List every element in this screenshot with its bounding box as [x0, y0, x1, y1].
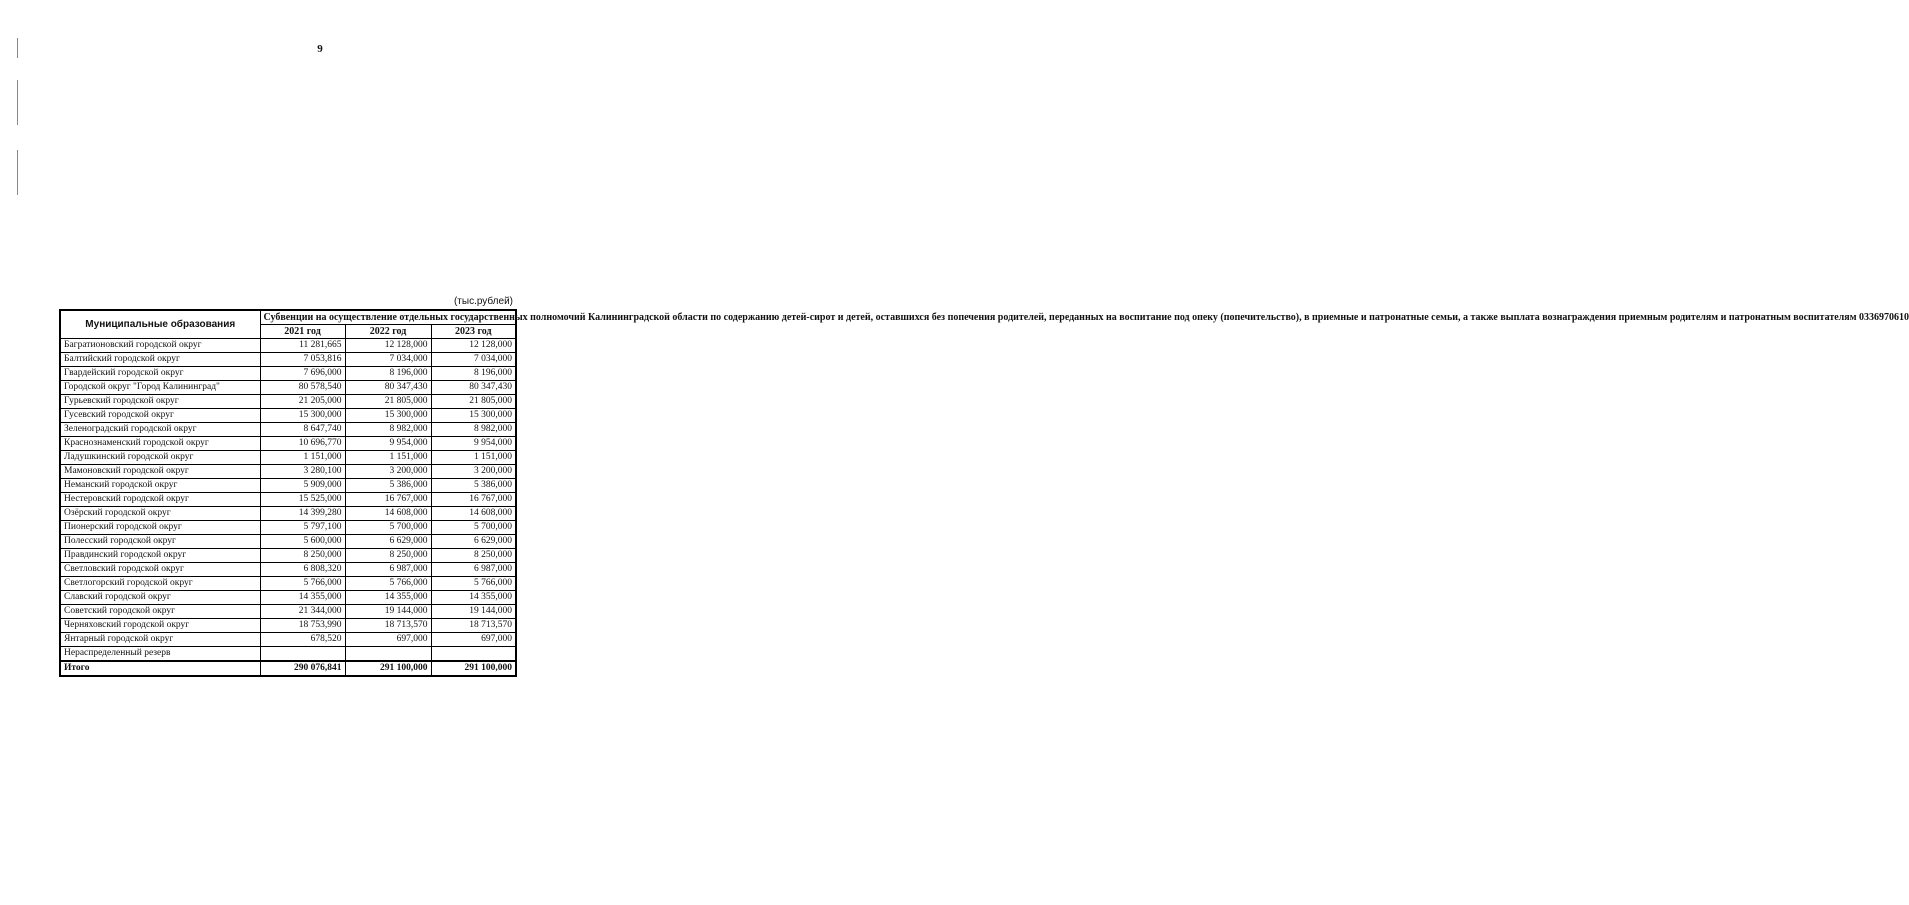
municipality-name: Зеленоградский городской округ — [60, 423, 260, 437]
value-2021: 8 647,740 — [260, 423, 345, 437]
value-2023: 5 700,000 — [431, 521, 516, 535]
table-row — [60, 521, 516, 535]
value-2021: 3 280,100 — [260, 465, 345, 479]
table-row — [60, 493, 516, 507]
table-row — [60, 563, 516, 577]
table-row — [60, 577, 516, 591]
table-row — [60, 437, 516, 451]
value-2022: 5 766,000 — [345, 577, 431, 591]
value-2022: 8 196,000 — [345, 367, 431, 381]
municipality-name: Багратионовский городской округ — [60, 339, 260, 353]
value-2023: 14 355,000 — [431, 591, 516, 605]
margin-mark — [17, 80, 18, 125]
value-2023: 1 151,000 — [431, 451, 516, 465]
municipality-name: Советский городской округ — [60, 605, 260, 619]
table-body — [60, 339, 516, 662]
value-2022: 1 151,000 — [345, 451, 431, 465]
value-2022: 18 713,570 — [345, 619, 431, 633]
table-row — [60, 605, 516, 619]
value-2021: 21 205,000 — [260, 395, 345, 409]
table-row — [60, 507, 516, 521]
value-2023: 3 200,000 — [431, 465, 516, 479]
subvention-table — [59, 309, 1909, 677]
municipality-name: Нераспределенный резерв — [60, 647, 260, 662]
year-header: 2021 год — [260, 325, 345, 339]
value-2021: 1 151,000 — [260, 451, 345, 465]
value-2021: 10 696,770 — [260, 437, 345, 451]
value-2023: 16 767,000 — [431, 493, 516, 507]
value-2022: 15 300,000 — [345, 409, 431, 423]
column-header-municipal: Муниципальные образования — [60, 310, 260, 339]
value-2022: 8 982,000 — [345, 423, 431, 437]
year-header: 2023 год — [431, 325, 516, 339]
value-2023: 6 629,000 — [431, 535, 516, 549]
value-2021: 14 355,000 — [260, 591, 345, 605]
value-2022: 14 608,000 — [345, 507, 431, 521]
value-2021: 21 344,000 — [260, 605, 345, 619]
value-2023: 14 608,000 — [431, 507, 516, 521]
value-2023: 80 347,430 — [431, 381, 516, 395]
total-2021: 290 076,841 — [260, 661, 345, 676]
column-header-subvention: Субвенции на осуществление отдельных государственных полномочий Калининградской области по содержанию детей-сирот и детей, оставшихся без попечения родителей, переданных на воспитание под опеку (попечительство), в приемные и патронатные семьи, а также выплата вознаграждения приемным родителям и патронатным воспитателям 0336970610 — [260, 310, 516, 325]
table-row — [60, 647, 516, 662]
total-2023: 291 100,000 — [431, 661, 516, 676]
value-2021: 14 399,280 — [260, 507, 345, 521]
municipality-name: Городской округ "Город Калининград" — [60, 381, 260, 395]
value-2023: 18 713,570 — [431, 619, 516, 633]
value-2021: 5 766,000 — [260, 577, 345, 591]
value-2021: 678,520 — [260, 633, 345, 647]
municipality-name: Светловский городской округ — [60, 563, 260, 577]
value-2021: 5 600,000 — [260, 535, 345, 549]
table-row — [60, 423, 516, 437]
municipality-name: Гвардейский городской округ — [60, 367, 260, 381]
value-2021: 5 797,100 — [260, 521, 345, 535]
value-2023: 697,000 — [431, 633, 516, 647]
table-row — [60, 451, 516, 465]
value-2023: 8 196,000 — [431, 367, 516, 381]
table-row — [60, 535, 516, 549]
value-2022: 19 144,000 — [345, 605, 431, 619]
municipality-name: Мамоновский городской округ — [60, 465, 260, 479]
municipality-name: Ладушкинский городской округ — [60, 451, 260, 465]
value-2022: 6 629,000 — [345, 535, 431, 549]
table-row — [60, 367, 516, 381]
value-2022: 21 805,000 — [345, 395, 431, 409]
value-2022: 5 700,000 — [345, 521, 431, 535]
total-row — [60, 661, 516, 676]
value-2022: 5 386,000 — [345, 479, 431, 493]
margin-mark — [17, 150, 18, 195]
table-row — [60, 479, 516, 493]
municipality-name: Гусевский городской округ — [60, 409, 260, 423]
year-header: 2022 год — [345, 325, 431, 339]
value-2021: 5 909,000 — [260, 479, 345, 493]
table-row — [60, 409, 516, 423]
value-2021: 7 053,816 — [260, 353, 345, 367]
value-2022: 16 767,000 — [345, 493, 431, 507]
municipality-name: Светлогорский городской округ — [60, 577, 260, 591]
value-2021: 18 753,990 — [260, 619, 345, 633]
municipality-name: Гурьевский городской округ — [60, 395, 260, 409]
municipality-name: Правдинский городской округ — [60, 549, 260, 563]
municipality-name: Черняховский городской округ — [60, 619, 260, 633]
municipality-name: Краснознаменский городской округ — [60, 437, 260, 451]
total-label: Итого — [60, 661, 260, 676]
value-2022: 14 355,000 — [345, 591, 431, 605]
table-row — [60, 381, 516, 395]
municipality-name: Неманский городской округ — [60, 479, 260, 493]
value-2021: 8 250,000 — [260, 549, 345, 563]
value-2021: 15 525,000 — [260, 493, 345, 507]
value-2022: 80 347,430 — [345, 381, 431, 395]
municipality-name: Полесский городской округ — [60, 535, 260, 549]
value-2022: 9 954,000 — [345, 437, 431, 451]
total-2022: 291 100,000 — [345, 661, 431, 676]
table-row — [60, 339, 516, 353]
value-2022: 12 128,000 — [345, 339, 431, 353]
table-row — [60, 353, 516, 367]
value-2023: 19 144,000 — [431, 605, 516, 619]
value-2022: 697,000 — [345, 633, 431, 647]
value-2023: 5 766,000 — [431, 577, 516, 591]
value-2021: 6 808,320 — [260, 563, 345, 577]
value-2022 — [345, 647, 431, 662]
value-2023: 8 250,000 — [431, 549, 516, 563]
table-row — [60, 549, 516, 563]
value-2021 — [260, 647, 345, 662]
value-2021: 11 281,665 — [260, 339, 345, 353]
units-label: (тыс.рублей) — [453, 296, 513, 307]
value-2023: 12 128,000 — [431, 339, 516, 353]
value-2023: 5 386,000 — [431, 479, 516, 493]
value-2023: 7 034,000 — [431, 353, 516, 367]
table-row — [60, 633, 516, 647]
value-2023: 6 987,000 — [431, 563, 516, 577]
value-2023: 15 300,000 — [431, 409, 516, 423]
municipality-name: Озёрский городской округ — [60, 507, 260, 521]
value-2023: 9 954,000 — [431, 437, 516, 451]
value-2022: 6 987,000 — [345, 563, 431, 577]
value-2021: 15 300,000 — [260, 409, 345, 423]
value-2023 — [431, 647, 516, 662]
table-row — [60, 395, 516, 409]
value-2023: 21 805,000 — [431, 395, 516, 409]
table-row — [60, 465, 516, 479]
value-2021: 7 696,000 — [260, 367, 345, 381]
municipality-name: Пионерский городской округ — [60, 521, 260, 535]
municipality-name: Янтарный городской округ — [60, 633, 260, 647]
value-2021: 80 578,540 — [260, 381, 345, 395]
municipality-name: Балтийский городской округ — [60, 353, 260, 367]
value-2022: 3 200,000 — [345, 465, 431, 479]
municipality-name: Славский городской округ — [60, 591, 260, 605]
municipality-name: Нестеровский городской округ — [60, 493, 260, 507]
value-2022: 7 034,000 — [345, 353, 431, 367]
table-row — [60, 619, 516, 633]
value-2023: 8 982,000 — [431, 423, 516, 437]
value-2022: 8 250,000 — [345, 549, 431, 563]
page-number: 9 — [317, 43, 323, 55]
table-row — [60, 591, 516, 605]
